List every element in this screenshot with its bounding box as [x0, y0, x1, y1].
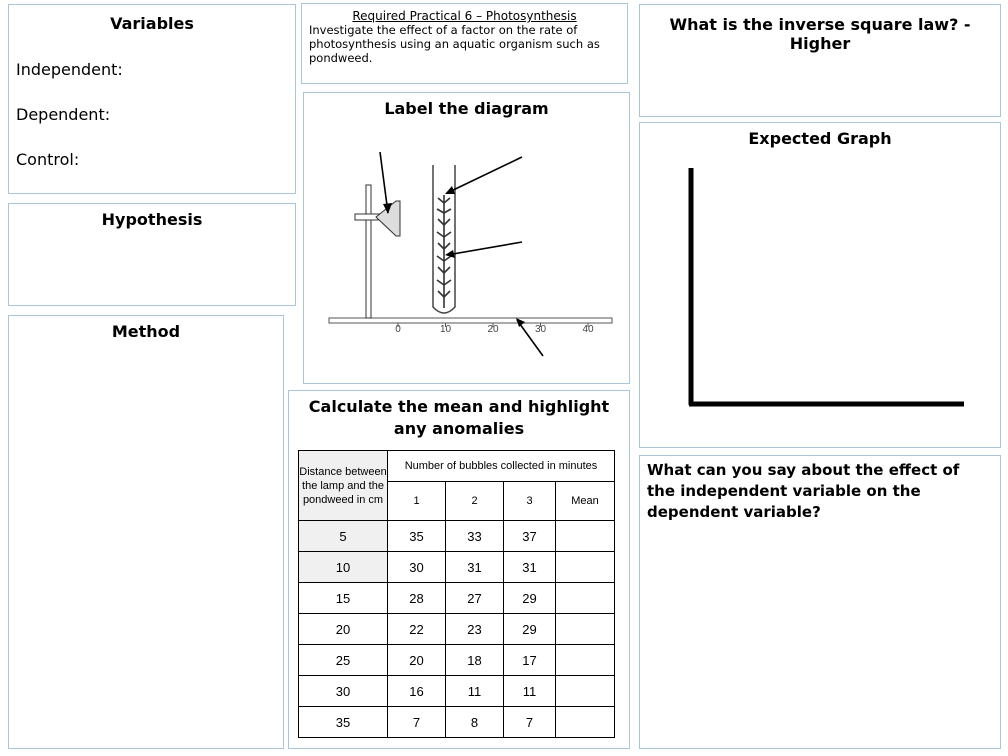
value-cell: 20 [388, 645, 446, 676]
value-cell: 8 [446, 707, 504, 738]
table-row [299, 707, 615, 738]
method-box [8, 315, 284, 749]
variables-title: Variables [110, 14, 194, 33]
value-cell: 16 [388, 676, 446, 707]
practical-box [301, 3, 628, 84]
ruler-tick-label: 30 [534, 324, 547, 335]
ruler [329, 318, 612, 323]
trial-2-header: 2 [446, 482, 504, 521]
distance-cell: 15 [299, 583, 388, 614]
practical-title: Required Practical 6 – Photosynthesis [352, 9, 577, 23]
effect-box [639, 455, 1001, 749]
value-cell: 37 [504, 521, 556, 552]
mean-cell[interactable] [556, 707, 615, 738]
control-label: Control: [16, 150, 80, 169]
method-title: Method [111, 322, 181, 341]
value-cell: 11 [446, 676, 504, 707]
mean-cell[interactable] [556, 614, 615, 645]
mean-cell[interactable] [556, 645, 615, 676]
mean-cell[interactable] [556, 521, 615, 552]
distance-cell: 20 [299, 614, 388, 645]
table-row [299, 645, 615, 676]
distance-cell: 25 [299, 645, 388, 676]
practical-description: Investigate the effect of a factor on the rate of photosynthesis using an aquatic organism such as pondweed. [309, 23, 600, 65]
calculate-box [288, 390, 630, 749]
diagram-title: Label the diagram [384, 99, 549, 118]
variables-box [8, 4, 296, 194]
independent-label: Independent: [16, 60, 123, 79]
value-cell: 11 [504, 676, 556, 707]
mean-header: Mean [556, 482, 615, 521]
value-cell: 18 [446, 645, 504, 676]
inverse-title: What is the inverse square law? - Higher [669, 15, 971, 53]
bubbles-header: Number of bubbles collected in minutes [388, 451, 615, 482]
calculate-title: Calculate the mean and highlight any anomalies [308, 397, 610, 438]
table-header-row [299, 451, 615, 482]
value-cell: 29 [504, 583, 556, 614]
mean-cell[interactable] [556, 552, 615, 583]
lamp-stand [366, 185, 371, 318]
value-cell: 27 [446, 583, 504, 614]
value-cell: 22 [388, 614, 446, 645]
table-row [299, 521, 615, 552]
table-row [299, 583, 615, 614]
value-cell: 33 [446, 521, 504, 552]
distance-cell: 5 [299, 521, 388, 552]
apparatus-diagram [304, 133, 629, 383]
value-cell: 7 [504, 707, 556, 738]
value-cell: 31 [446, 552, 504, 583]
distance-cell: 30 [299, 676, 388, 707]
ruler-tick-label: 20 [487, 324, 499, 335]
value-cell: 29 [504, 614, 556, 645]
graph-title: Expected Graph [748, 129, 892, 148]
trial-1-header: 1 [388, 482, 446, 521]
value-cell: 28 [388, 583, 446, 614]
value-cell: 17 [504, 645, 556, 676]
diagram-box [303, 92, 630, 384]
graph-axes [640, 153, 1000, 443]
hypothesis-title: Hypothesis [101, 210, 203, 229]
mean-cell[interactable] [556, 583, 615, 614]
distance-header: Distance between the lamp and the pondweed in cm [299, 451, 388, 521]
ruler-tick-label: 0 [395, 324, 401, 335]
effect-question: What can you say about the effect of the independent variable on the dependent variable? [647, 461, 960, 521]
value-cell: 35 [388, 521, 446, 552]
value-cell: 31 [504, 552, 556, 583]
table-row [299, 552, 615, 583]
distance-cell: 35 [299, 707, 388, 738]
table-row [299, 614, 615, 645]
trial-3-header: 3 [504, 482, 556, 521]
table-row [299, 676, 615, 707]
mean-cell[interactable] [556, 676, 615, 707]
inverse-box [639, 4, 1001, 117]
value-cell: 23 [446, 614, 504, 645]
ruler-tick-label: 40 [582, 324, 594, 335]
ruler-tick-label: 10 [439, 324, 452, 335]
graph-box [639, 122, 1001, 448]
value-cell: 7 [388, 707, 446, 738]
distance-cell: 10 [299, 552, 388, 583]
ruler-ticks [395, 323, 594, 335]
value-cell: 30 [388, 552, 446, 583]
hypothesis-box [8, 203, 296, 306]
bubbles-table [298, 450, 615, 738]
dependent-label: Dependent: [16, 105, 111, 124]
